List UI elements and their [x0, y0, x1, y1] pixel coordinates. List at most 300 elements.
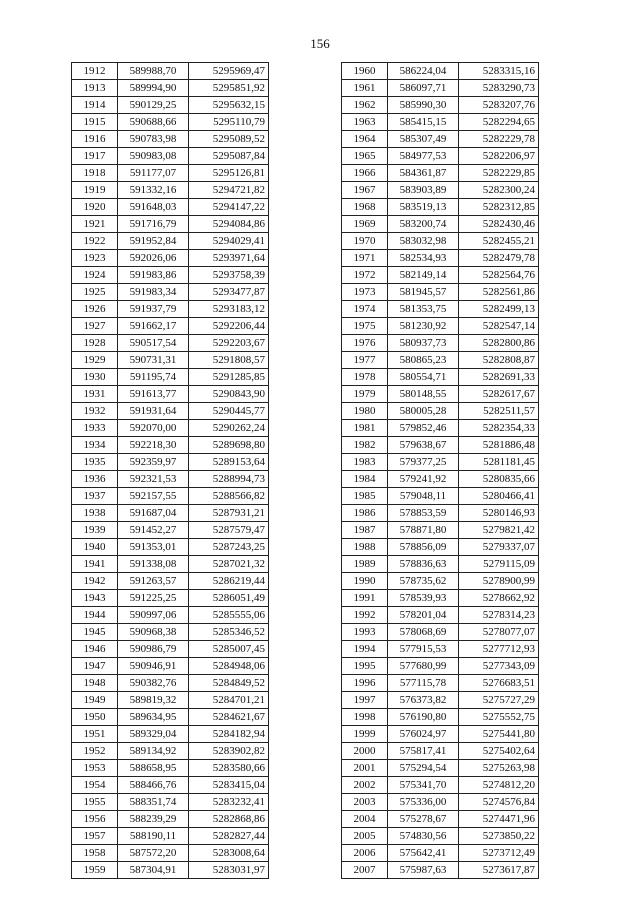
table-row: [72, 777, 269, 794]
x-coordinate-cell: 575642,41: [388, 845, 459, 862]
x-coordinate-cell: 576024,97: [388, 726, 459, 743]
point-number-cell: 1961: [342, 80, 388, 97]
point-number-cell: 1918: [72, 165, 118, 182]
x-coordinate-cell: 592359,97: [118, 454, 189, 471]
point-number-cell: 1968: [342, 199, 388, 216]
y-coordinate-cell: 5290262,24: [189, 420, 269, 437]
x-coordinate-cell: 591687,04: [118, 505, 189, 522]
table-row: [342, 114, 539, 131]
x-coordinate-cell: 591952,84: [118, 233, 189, 250]
x-coordinate-cell: 585415,15: [388, 114, 459, 131]
point-number-cell: 1947: [72, 658, 118, 675]
table-row: [72, 301, 269, 318]
y-coordinate-cell: 5293183,12: [189, 301, 269, 318]
point-number-cell: 1996: [342, 675, 388, 692]
point-number-cell: 1943: [72, 590, 118, 607]
y-coordinate-cell: 5283232,41: [189, 794, 269, 811]
y-coordinate-cell: 5282312,85: [459, 199, 539, 216]
table-row: [342, 250, 539, 267]
point-number-cell: 2004: [342, 811, 388, 828]
table-row: [72, 794, 269, 811]
table-row: [342, 148, 539, 165]
point-number-cell: 1999: [342, 726, 388, 743]
y-coordinate-cell: 5292203,67: [189, 335, 269, 352]
y-coordinate-cell: 5278077,07: [459, 624, 539, 641]
x-coordinate-cell: 578068,69: [388, 624, 459, 641]
table-row: [342, 165, 539, 182]
point-number-cell: 1926: [72, 301, 118, 318]
x-coordinate-cell: 586224,04: [388, 63, 459, 80]
x-coordinate-cell: 589819,32: [118, 692, 189, 709]
x-coordinate-cell: 575817,41: [388, 743, 459, 760]
x-coordinate-cell: 579048,11: [388, 488, 459, 505]
table-row: [72, 233, 269, 250]
x-coordinate-cell: 592070,00: [118, 420, 189, 437]
table-row: [72, 845, 269, 862]
point-number-cell: 1988: [342, 539, 388, 556]
point-number-cell: 1940: [72, 539, 118, 556]
y-coordinate-cell: 5274471,96: [459, 811, 539, 828]
x-coordinate-cell: 585307,49: [388, 131, 459, 148]
y-coordinate-cell: 5290843,90: [189, 386, 269, 403]
table-row: [72, 165, 269, 182]
point-number-cell: 1973: [342, 284, 388, 301]
table-row: [342, 573, 539, 590]
x-coordinate-cell: 575294,54: [388, 760, 459, 777]
y-coordinate-cell: 5295851,92: [189, 80, 269, 97]
y-coordinate-cell: 5283902,82: [189, 743, 269, 760]
y-coordinate-cell: 5284182,94: [189, 726, 269, 743]
x-coordinate-cell: 583519,13: [388, 199, 459, 216]
point-number-cell: 1936: [72, 471, 118, 488]
y-coordinate-cell: 5285346,52: [189, 624, 269, 641]
point-number-cell: 2006: [342, 845, 388, 862]
x-coordinate-cell: 591983,86: [118, 267, 189, 284]
x-coordinate-cell: 590946,91: [118, 658, 189, 675]
x-coordinate-cell: 591452,27: [118, 522, 189, 539]
x-coordinate-cell: 585990,30: [388, 97, 459, 114]
y-coordinate-cell: 5278662,92: [459, 590, 539, 607]
point-number-cell: 1980: [342, 403, 388, 420]
table-row: [72, 709, 269, 726]
x-coordinate-cell: 578539,93: [388, 590, 459, 607]
y-coordinate-cell: 5274576,84: [459, 794, 539, 811]
x-coordinate-cell: 578836,63: [388, 556, 459, 573]
table-row: [72, 250, 269, 267]
x-coordinate-cell: 590983,08: [118, 148, 189, 165]
point-number-cell: 1987: [342, 522, 388, 539]
point-number-cell: 1971: [342, 250, 388, 267]
point-number-cell: 1960: [342, 63, 388, 80]
x-coordinate-cell: 574830,56: [388, 828, 459, 845]
y-coordinate-cell: 5278314,23: [459, 607, 539, 624]
point-number-cell: 1927: [72, 318, 118, 335]
y-coordinate-cell: 5284948,06: [189, 658, 269, 675]
y-coordinate-cell: 5273850,22: [459, 828, 539, 845]
x-coordinate-cell: 591662,17: [118, 318, 189, 335]
table-row: [72, 420, 269, 437]
y-coordinate-cell: 5282561,86: [459, 284, 539, 301]
x-coordinate-cell: 586097,71: [388, 80, 459, 97]
x-coordinate-cell: 591195,74: [118, 369, 189, 386]
point-number-cell: 1958: [72, 845, 118, 862]
y-coordinate-cell: 5273712,49: [459, 845, 539, 862]
table-row: [72, 692, 269, 709]
y-coordinate-cell: 5282808,87: [459, 352, 539, 369]
y-coordinate-cell: 5286051,49: [189, 590, 269, 607]
y-coordinate-cell: 5285007,45: [189, 641, 269, 658]
x-coordinate-cell: 588190,11: [118, 828, 189, 845]
point-number-cell: 1983: [342, 454, 388, 471]
table-row: [342, 743, 539, 760]
table-row: [72, 403, 269, 420]
x-coordinate-cell: 578853,59: [388, 505, 459, 522]
y-coordinate-cell: 5282547,14: [459, 318, 539, 335]
point-number-cell: 2003: [342, 794, 388, 811]
y-coordinate-cell: 5287021,32: [189, 556, 269, 573]
point-number-cell: 1979: [342, 386, 388, 403]
point-number-cell: 1925: [72, 284, 118, 301]
point-number-cell: 1997: [342, 692, 388, 709]
x-coordinate-cell: 588658,95: [118, 760, 189, 777]
table-row: [342, 454, 539, 471]
y-coordinate-cell: 5283315,16: [459, 63, 539, 80]
table-row: [342, 369, 539, 386]
table-row: [72, 471, 269, 488]
table-row: [72, 743, 269, 760]
x-coordinate-cell: 581230,92: [388, 318, 459, 335]
x-coordinate-cell: 580005,28: [388, 403, 459, 420]
x-coordinate-cell: 575336,00: [388, 794, 459, 811]
y-coordinate-cell: 5292206,44: [189, 318, 269, 335]
y-coordinate-cell: 5282229,85: [459, 165, 539, 182]
y-coordinate-cell: 5282868,86: [189, 811, 269, 828]
y-coordinate-cell: 5275727,29: [459, 692, 539, 709]
x-coordinate-cell: 592157,55: [118, 488, 189, 505]
y-coordinate-cell: 5291285,85: [189, 369, 269, 386]
x-coordinate-cell: 576373,82: [388, 692, 459, 709]
x-coordinate-cell: 591716,79: [118, 216, 189, 233]
x-coordinate-cell: 577115,78: [388, 675, 459, 692]
coordinates-table-left: [71, 62, 269, 879]
table-row: [342, 658, 539, 675]
y-coordinate-cell: 5275402,64: [459, 743, 539, 760]
table-row: [342, 131, 539, 148]
point-number-cell: 1942: [72, 573, 118, 590]
point-number-cell: 1912: [72, 63, 118, 80]
y-coordinate-cell: 5283290,73: [459, 80, 539, 97]
point-number-cell: 1930: [72, 369, 118, 386]
point-number-cell: 1919: [72, 182, 118, 199]
y-coordinate-cell: 5279821,42: [459, 522, 539, 539]
point-number-cell: 1914: [72, 97, 118, 114]
y-coordinate-cell: 5275441,80: [459, 726, 539, 743]
x-coordinate-cell: 590129,25: [118, 97, 189, 114]
point-number-cell: 1921: [72, 216, 118, 233]
y-coordinate-cell: 5280466,41: [459, 488, 539, 505]
point-number-cell: 1932: [72, 403, 118, 420]
table-row: [72, 131, 269, 148]
table-row: [342, 420, 539, 437]
table-row: [72, 828, 269, 845]
x-coordinate-cell: 576190,80: [388, 709, 459, 726]
table-row: [72, 148, 269, 165]
point-number-cell: 2005: [342, 828, 388, 845]
point-number-cell: 1950: [72, 709, 118, 726]
point-number-cell: 1962: [342, 97, 388, 114]
table-row: [342, 777, 539, 794]
y-coordinate-cell: 5278900,99: [459, 573, 539, 590]
x-coordinate-cell: 578735,62: [388, 573, 459, 590]
x-coordinate-cell: 579241,92: [388, 471, 459, 488]
y-coordinate-cell: 5295969,47: [189, 63, 269, 80]
y-coordinate-cell: 5279337,07: [459, 539, 539, 556]
table-row: [72, 386, 269, 403]
x-coordinate-cell: 587572,20: [118, 845, 189, 862]
table-row: [342, 590, 539, 607]
x-coordinate-cell: 588466,76: [118, 777, 189, 794]
y-coordinate-cell: 5275552,75: [459, 709, 539, 726]
x-coordinate-cell: 592218,30: [118, 437, 189, 454]
y-coordinate-cell: 5282229,78: [459, 131, 539, 148]
y-coordinate-cell: 5282354,33: [459, 420, 539, 437]
x-coordinate-cell: 592026,06: [118, 250, 189, 267]
table-row: [72, 437, 269, 454]
y-coordinate-cell: 5285555,06: [189, 607, 269, 624]
table-row: [72, 811, 269, 828]
x-coordinate-cell: 590783,98: [118, 131, 189, 148]
y-coordinate-cell: 5282479,78: [459, 250, 539, 267]
point-number-cell: 1998: [342, 709, 388, 726]
table-row: [72, 488, 269, 505]
x-coordinate-cell: 591263,57: [118, 573, 189, 590]
table-row: [342, 539, 539, 556]
y-coordinate-cell: 5282800,86: [459, 335, 539, 352]
x-coordinate-cell: 579377,25: [388, 454, 459, 471]
table-row: [72, 352, 269, 369]
y-coordinate-cell: 5282294,65: [459, 114, 539, 131]
point-number-cell: 1931: [72, 386, 118, 403]
x-coordinate-cell: 582534,93: [388, 250, 459, 267]
table-row: [342, 233, 539, 250]
point-number-cell: 1985: [342, 488, 388, 505]
x-coordinate-cell: 591332,16: [118, 182, 189, 199]
table-row: [72, 862, 269, 879]
table-row: [72, 454, 269, 471]
x-coordinate-cell: 578871,80: [388, 522, 459, 539]
point-number-cell: 1951: [72, 726, 118, 743]
point-number-cell: 1956: [72, 811, 118, 828]
table-row: [342, 607, 539, 624]
y-coordinate-cell: 5281886,48: [459, 437, 539, 454]
point-number-cell: 1938: [72, 505, 118, 522]
x-coordinate-cell: 579852,46: [388, 420, 459, 437]
table-row: [342, 641, 539, 658]
point-number-cell: 1970: [342, 233, 388, 250]
x-coordinate-cell: 588239,29: [118, 811, 189, 828]
x-coordinate-cell: 591937,79: [118, 301, 189, 318]
table-row: [342, 267, 539, 284]
table-row: [342, 301, 539, 318]
point-number-cell: 1986: [342, 505, 388, 522]
y-coordinate-cell: 5294084,86: [189, 216, 269, 233]
y-coordinate-cell: 5282691,33: [459, 369, 539, 386]
table-row: [72, 726, 269, 743]
x-coordinate-cell: 580554,71: [388, 369, 459, 386]
y-coordinate-cell: 5274812,20: [459, 777, 539, 794]
table-row: [72, 318, 269, 335]
x-coordinate-cell: 590382,76: [118, 675, 189, 692]
y-coordinate-cell: 5295126,81: [189, 165, 269, 182]
x-coordinate-cell: 592321,53: [118, 471, 189, 488]
point-number-cell: 1993: [342, 624, 388, 641]
table-row: [72, 539, 269, 556]
y-coordinate-cell: 5280835,66: [459, 471, 539, 488]
y-coordinate-cell: 5293477,87: [189, 284, 269, 301]
point-number-cell: 1995: [342, 658, 388, 675]
table-row: [342, 811, 539, 828]
x-coordinate-cell: 583200,74: [388, 216, 459, 233]
point-number-cell: 1963: [342, 114, 388, 131]
table-row: [342, 675, 539, 692]
x-coordinate-cell: 591931,64: [118, 403, 189, 420]
table-row: [342, 624, 539, 641]
table-row: [342, 437, 539, 454]
point-number-cell: 2001: [342, 760, 388, 777]
y-coordinate-cell: 5282455,21: [459, 233, 539, 250]
point-number-cell: 1977: [342, 352, 388, 369]
y-coordinate-cell: 5276683,51: [459, 675, 539, 692]
y-coordinate-cell: 5282300,24: [459, 182, 539, 199]
point-number-cell: 1917: [72, 148, 118, 165]
y-coordinate-cell: 5275263,98: [459, 760, 539, 777]
table-row: [72, 624, 269, 641]
x-coordinate-cell: 582149,14: [388, 267, 459, 284]
table-row: [72, 573, 269, 590]
y-coordinate-cell: 5288994,73: [189, 471, 269, 488]
table-row: [342, 182, 539, 199]
table-row: [72, 556, 269, 573]
point-number-cell: 1984: [342, 471, 388, 488]
x-coordinate-cell: 579638,67: [388, 437, 459, 454]
table-row: [342, 471, 539, 488]
y-coordinate-cell: 5282617,67: [459, 386, 539, 403]
y-coordinate-cell: 5277712,93: [459, 641, 539, 658]
table-row: [72, 97, 269, 114]
table-row: [72, 607, 269, 624]
point-number-cell: 1928: [72, 335, 118, 352]
y-coordinate-cell: 5273617,87: [459, 862, 539, 879]
y-coordinate-cell: 5293971,64: [189, 250, 269, 267]
table-row: [342, 862, 539, 879]
table-row: [72, 63, 269, 80]
point-number-cell: 1953: [72, 760, 118, 777]
y-coordinate-cell: 5283008,64: [189, 845, 269, 862]
table-row: [342, 63, 539, 80]
y-coordinate-cell: 5290445,77: [189, 403, 269, 420]
y-coordinate-cell: 5294029,41: [189, 233, 269, 250]
table-row: [342, 199, 539, 216]
point-number-cell: 1949: [72, 692, 118, 709]
point-number-cell: 1959: [72, 862, 118, 879]
table-row: [342, 828, 539, 845]
x-coordinate-cell: 580937,73: [388, 335, 459, 352]
table-row: [342, 403, 539, 420]
x-coordinate-cell: 589988,70: [118, 63, 189, 80]
point-number-cell: 1924: [72, 267, 118, 284]
point-number-cell: 1935: [72, 454, 118, 471]
y-coordinate-cell: 5295087,84: [189, 148, 269, 165]
y-coordinate-cell: 5283580,66: [189, 760, 269, 777]
y-coordinate-cell: 5282499,13: [459, 301, 539, 318]
table-row: [72, 80, 269, 97]
x-coordinate-cell: 589994,90: [118, 80, 189, 97]
table-row: [342, 318, 539, 335]
y-coordinate-cell: 5279115,09: [459, 556, 539, 573]
y-coordinate-cell: 5282564,76: [459, 267, 539, 284]
y-coordinate-cell: 5293758,39: [189, 267, 269, 284]
x-coordinate-cell: 589134,92: [118, 743, 189, 760]
point-number-cell: 1946: [72, 641, 118, 658]
x-coordinate-cell: 575278,67: [388, 811, 459, 828]
point-number-cell: 1916: [72, 131, 118, 148]
x-coordinate-cell: 575341,70: [388, 777, 459, 794]
x-coordinate-cell: 591983,34: [118, 284, 189, 301]
table-row: [342, 556, 539, 573]
x-coordinate-cell: 590986,79: [118, 641, 189, 658]
x-coordinate-cell: 584361,87: [388, 165, 459, 182]
table-row: [72, 369, 269, 386]
x-coordinate-cell: 584977,53: [388, 148, 459, 165]
point-number-cell: 1976: [342, 335, 388, 352]
page-number: 156: [310, 36, 330, 51]
x-coordinate-cell: 583032,98: [388, 233, 459, 250]
x-coordinate-cell: 580148,55: [388, 386, 459, 403]
point-number-cell: 1952: [72, 743, 118, 760]
table-row: [342, 726, 539, 743]
point-number-cell: 1978: [342, 369, 388, 386]
point-number-cell: 1934: [72, 437, 118, 454]
x-coordinate-cell: 589634,95: [118, 709, 189, 726]
y-coordinate-cell: 5288566,82: [189, 488, 269, 505]
y-coordinate-cell: 5284701,21: [189, 692, 269, 709]
table-row: [72, 505, 269, 522]
y-coordinate-cell: 5289153,64: [189, 454, 269, 471]
y-coordinate-cell: 5287243,25: [189, 539, 269, 556]
point-number-cell: 1933: [72, 420, 118, 437]
table-row: [72, 760, 269, 777]
point-number-cell: 1955: [72, 794, 118, 811]
point-number-cell: 1915: [72, 114, 118, 131]
point-number-cell: 1920: [72, 199, 118, 216]
point-number-cell: 1965: [342, 148, 388, 165]
table-row: [72, 522, 269, 539]
x-coordinate-cell: 591177,07: [118, 165, 189, 182]
point-number-cell: 1941: [72, 556, 118, 573]
table-row: [72, 199, 269, 216]
x-coordinate-cell: 590517,54: [118, 335, 189, 352]
y-coordinate-cell: 5289698,80: [189, 437, 269, 454]
y-coordinate-cell: 5294721,82: [189, 182, 269, 199]
table-row: [72, 335, 269, 352]
x-coordinate-cell: 591225,25: [118, 590, 189, 607]
x-coordinate-cell: 580865,23: [388, 352, 459, 369]
x-coordinate-cell: 591338,08: [118, 556, 189, 573]
table-row: [342, 794, 539, 811]
y-coordinate-cell: 5295632,15: [189, 97, 269, 114]
y-coordinate-cell: 5283415,04: [189, 777, 269, 794]
x-coordinate-cell: 583903,89: [388, 182, 459, 199]
